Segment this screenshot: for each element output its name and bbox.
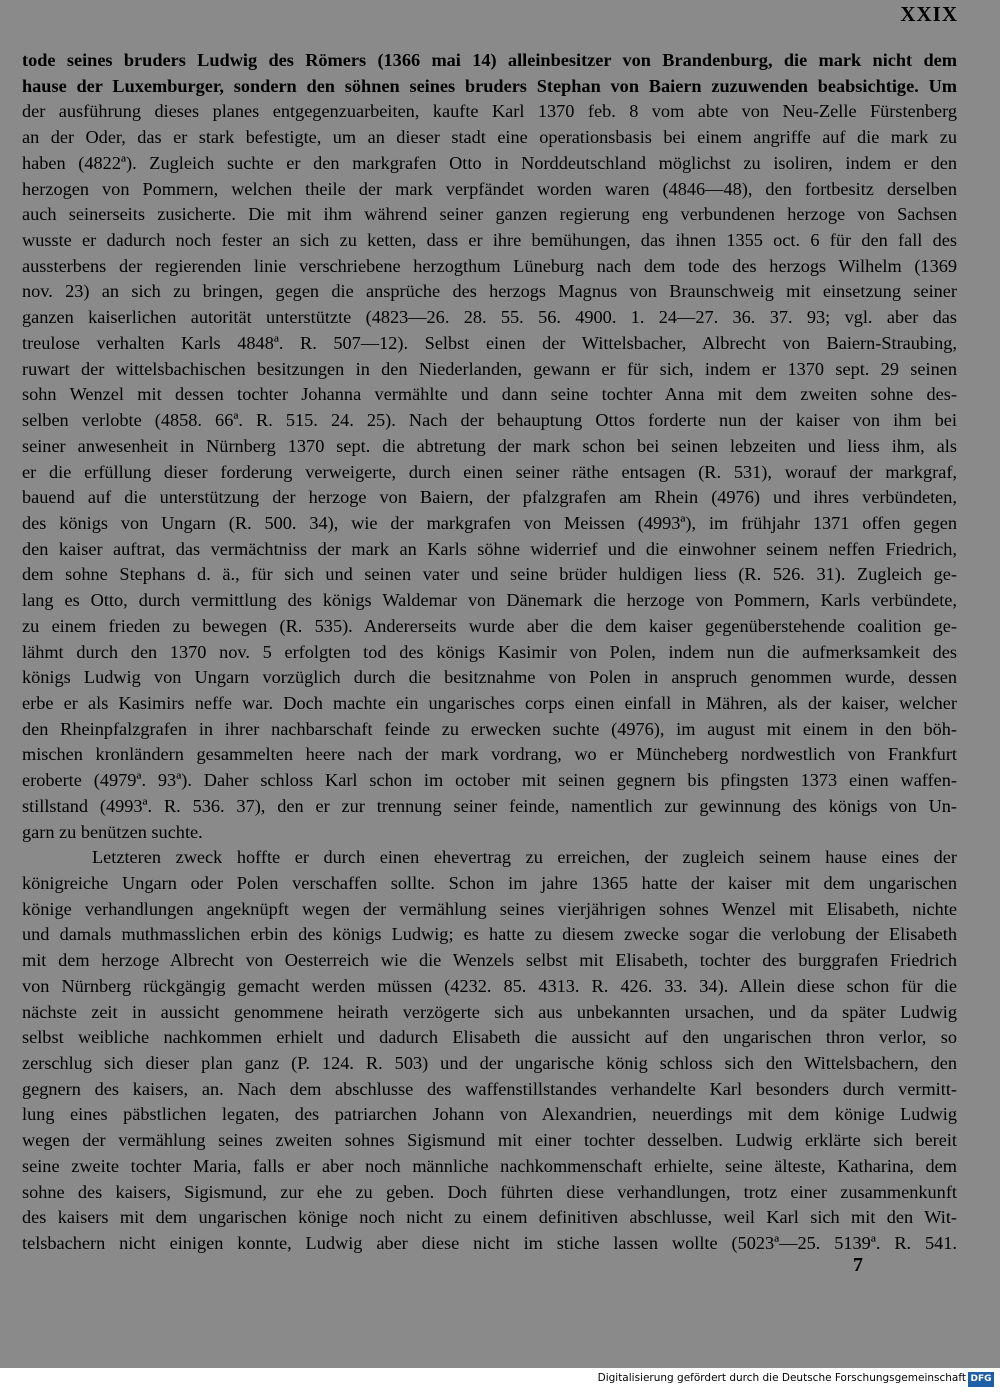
text-line: lung eines päbstlichen legaten, des patriarchen Johann von Alexandrien, neuerdings mit dem könige Ludwig (22, 1104, 957, 1125)
text-line: selbst weibliche nachkommen erhielt und dadurch Elisabeth die aussicht auf den ungarischen thron verlor, so (22, 1027, 957, 1048)
text-line: den kaiser auftrat, das vermächtniss der mark an Karls söhne widerrief und die einwohner seinem neffen Friedrich, (22, 538, 957, 559)
text-line: könige verhandlungen angeknüpft wegen der vermählung seines vierjährigen sohnes Wenzel mit Elisabeth, nichte (22, 898, 957, 919)
text-line: seiner anwesenheit in Nürnberg 1370 sept. die abtretung der mark schon bei seinen lebzeiten und liess ihm, als (22, 435, 957, 456)
text-line: dem sohne Stephans d. ä., für sich und seinen vater und seine brüder huldigen liess (R. 526. 31). Zugleich ge- (22, 564, 957, 585)
paragraph (22, 48, 957, 845)
text-line: mit dem herzoge Albrecht von Oesterreich wie die Wenzels selbst mit Elisabeth, tochter des burggrafen Friedrich (22, 950, 957, 971)
text-line: eroberte (4979ª. 93ª). Daher schloss Karl schon im october mit seinen gegnern bis pfingsten 1373 einen waffen- (22, 770, 957, 791)
text-line: gegnern des kaisers, an. Nach dem abschlusse des waffenstillstandes verhandelte Karl besonders durch vermitt- (22, 1078, 957, 1099)
text-line: auch seinerseits zusicherte. Die mit ihm während seiner ganzen regierung eng verbundenen herzoge von Sachsen (22, 204, 957, 225)
text-line: den Rheinpfalzgrafen in ihrer nachbarschaft feinde zu erwecken suchte (4976), im august mit einem in den böh- (22, 718, 957, 739)
text-line: ganzen kaiserlichen autorität unterstützte (4823—26. 28. 55. 56. 4900. 1. 24—27. 36. 37. 93; vgl. aber das (22, 307, 957, 328)
paragraph (22, 845, 957, 1257)
text-line: wusste er dadurch noch fester an sich zu ketten, dass er ihre bemühungen, das ihnen 1355 oct. 6 für den fall des (22, 230, 957, 251)
text-line: er die erfüllung dieser forderung verweigerte, durch einen seiner räthe entsagen (R. 531), worauf der markgraf, (22, 461, 957, 482)
text-body (22, 48, 957, 1257)
text-line: stillstand (4993ª. R. 536. 37), den er zur trennung seiner feinde, namentlich zur gewinnung des königs von Un- (22, 795, 957, 816)
text-line: erbe er als Kasimirs neffe war. Doch machte ein ungarisches corps einen einfall in Mähren, als der kaiser, welcher (22, 692, 957, 713)
text-line: königs Ludwig von Ungarn vorzüglich durch die besitznahme von Polen in anspruch genommen wurde, dessen (22, 667, 957, 688)
text-line: tode seines bruders Ludwig des Römers (1366 mai 14) alleinbesitzer von Brandenburg, die mark nicht dem (22, 50, 957, 70)
dfg-logo-icon: DFG (968, 1372, 994, 1387)
text-line: zerschlug sich dieser plan ganz (P. 124. R. 503) und der ungarische könig schloss sich den Wittelsbachern, den (22, 1053, 957, 1074)
text-line: von Nürnberg rückgängig gemacht werden müssen (4232. 85. 4313. R. 426. 33. 34). Allein diese schon für die (22, 975, 957, 996)
text-line: haben (4822ª). Zugleich suchte er den markgrafen Otto in Norddeutschland möglichst zu isoliren, indem er den (22, 152, 957, 173)
text-line: treulose verhalten Karls 4848ª. R. 507—12). Selbst einen der Wittelsbacher, Albrecht von Baiern-Straubing, (22, 332, 957, 353)
text-line: der ausführung dieses planes entgegenzuarbeiten, kaufte Karl 1370 feb. 8 vom abte von Neu-Zelle Fürstenberg (22, 101, 957, 122)
text-line: ruwart der wittelsbachischen besitzungen in den Niederlanden, gewann er für sich, indem er 1370 sept. 29 seinen (22, 358, 957, 379)
text-line: lang es Otto, durch vermittlung des königs Waldemar von Dänemark die herzoge von Pommern, Karls verbündete, (22, 590, 957, 611)
text-line: telsbachern nicht einigen konnte, Ludwig aber diese nicht im stiche lassen wollte (5023ª—25. 5139ª. R. 541. (22, 1233, 957, 1254)
text-line: hause der Luxemburger, sondern den söhnen seines bruders Stephan von Baiern zuzuwenden beabsichtige. Um (22, 75, 957, 96)
text-line: selben verlobte (4858. 66ª. R. 515. 24. 25). Nach der behauptung Ottos forderte nun der kaiser von ihm bei (22, 410, 957, 431)
text-line: sohne des kaisers, Sigismund, zur ehe zu geben. Doch führten diese verhandlungen, trotz einer zusammenkunft (22, 1181, 957, 1202)
text-line: und damals muthmasslichen erbin des königs Ludwig; es hatte zu diesem zwecke sogar die verlobung der Elisabeth (22, 924, 957, 945)
text-line: Letzteren zweck hoffte er durch einen ehevertrag zu erreichen, der zugleich seinem hause eines der (92, 847, 957, 868)
signature-mark: 7 (853, 1254, 863, 1276)
text-line: garn zu benützen suchte. (22, 821, 203, 842)
text-line: sohn Wenzel mit dessen tochter Johanna vermählte und dann seine tochter Anna mit dem zweiten sohne des- (22, 384, 957, 405)
footer (0, 1368, 1000, 1393)
text-line: zu einem frieden zu bewegen (R. 535). Andererseits wurde aber die dem kaiser gegenüberstehende coalition ge- (22, 615, 957, 636)
text-line: herzogen von Pommern, welchen theile der mark verpfändet worden waren (4846—48), den fortbesitz derselben (22, 178, 957, 199)
text-line: seine zweite tochter Maria, falls er aber noch männliche nachkommenschaft erhielte, seine älteste, Katharina, dem (22, 1155, 957, 1176)
text-line: nov. 23) an sich zu bringen, gegen die ansprüche des herzogs Magnus von Braunschweig mit einsetzung seiner (22, 281, 957, 302)
text-line: aussterbens der regierenden linie verschriebene herzogthum Lüneburg nach dem tode des herzogs Wilhelm (1369 (22, 255, 957, 276)
footer-credit: Digitalisierung gefördert durch die Deutsche Forschungsgemeinschaft (597, 1372, 966, 1384)
text-line: königreiche Ungarn oder Polen verschaffen sollte. Schon im jahre 1365 hatte der kaiser mit dem ungarischen (22, 873, 957, 893)
text-line: mischen kronländern gesammelten heere nach der mark vordrang, wo er Müncheberg nordwestlich von Frankfurt (22, 744, 957, 765)
text-line: nächste zeit in aussicht genommene heirath verzögerte sich aus unbekannten ursachen, und da später Ludwig (22, 1001, 957, 1022)
text-line: an der Oder, das er stark befestigte, um an dieser stadt eine operationsbasis bei einem angriffe auf die mark zu (22, 127, 957, 148)
text-line: des königs von Ungarn (R. 500. 34), wie der markgrafen von Meissen (4993ª), im frühjahr 1371 offen gegen (22, 512, 957, 533)
text-line: des kaisers mit dem ungarischen könige noch nicht zu einem definitiven abschlusse, weil Karl sich mit den Wit- (22, 1207, 957, 1228)
text-line: wegen der vermählung seines zweiten sohnes Sigismund mit einer tochter desselben. Ludwig erklärte sich bereit (22, 1130, 957, 1151)
text-line: lähmt durch den 1370 nov. 5 erfolgten tod des königs Kasimir von Polen, indem nun die aufmerksamkeit des (22, 641, 957, 662)
page-number: XXIX (900, 2, 958, 26)
text-line: bauend auf die unterstützung der herzoge von Baiern, der pfalzgrafen am Rhein (4976) und ihres verbündeten, (22, 487, 957, 508)
